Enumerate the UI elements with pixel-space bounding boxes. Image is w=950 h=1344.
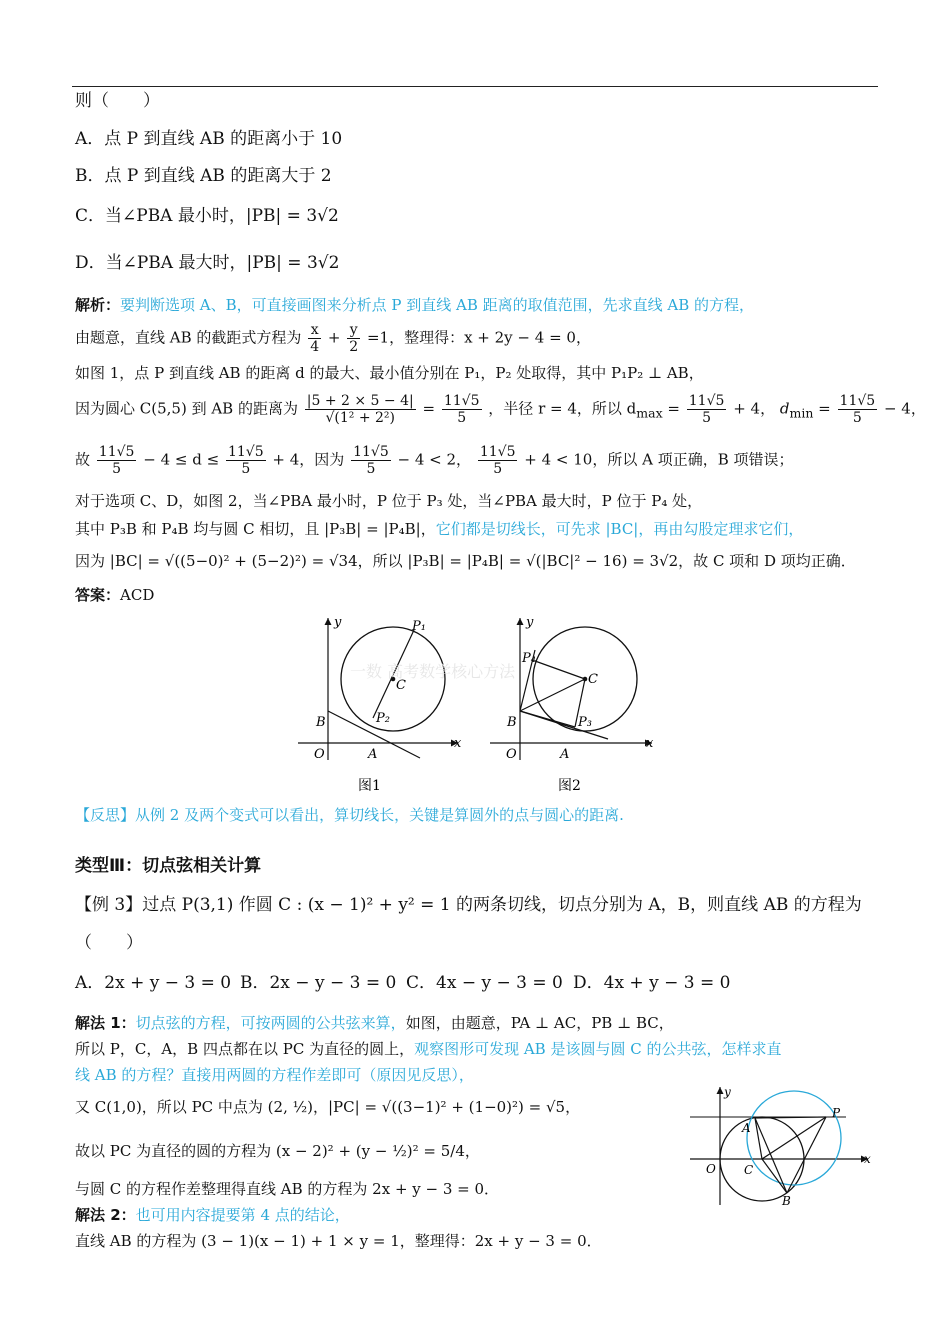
method1-line-6: 与圆 C 的方程作差整理得直线 AB 的方程为 2x + y − 3 = 0． <box>75 1180 500 1198</box>
top-rule <box>72 86 878 87</box>
ex3-segment-cp <box>762 1117 826 1159</box>
fig2-p4-label: P₄ <box>522 651 536 666</box>
method1-line-5: 故以 PC 为直径的圆的方程为 (x − 2)² + (y − ½)² = 5/4， <box>75 1142 480 1160</box>
ex3-segment-ac <box>755 1118 762 1159</box>
ex3-a-label: A <box>742 1121 751 1135</box>
question-stem-end: 则（ ） <box>75 91 160 111</box>
fig2-x-label: x <box>646 736 654 751</box>
reflection-line: 【反思】从例 2 及两个变式可以看出，算切线长，关键是算圆外的点与圆心的距离. <box>75 806 624 824</box>
option-a: A．点 P 到直线 AB 的距离小于 10 <box>75 129 343 149</box>
option-c: C．当∠PBA 最小时，|PB| = 3√2 <box>75 206 339 226</box>
method2-line-1: 解法 2：也可用内容提要第 4 点的结论， <box>75 1206 350 1224</box>
fig1-b-label: B <box>316 715 326 730</box>
fig2-b-label: B <box>507 715 517 730</box>
option-b: B．点 P 到直线 AB 的距离大于 2 <box>75 166 332 186</box>
fig1-x-label: x <box>454 736 462 751</box>
solution-line-2: 由题意，直线 AB 的截距式方程为 $\frac{x}{4}$ + $\frac{y}{2}$ =1，整理得：x + 2y − 4 = 0， <box>75 322 591 356</box>
example-3-stem: 【例 3】过点 P(3,1) 作圆 C : (x − 1)² + y² = 1 的两条切线，切点分别为 A，B，则直线 AB 的方程为 <box>75 895 862 915</box>
ex3-x-label: x <box>864 1152 871 1166</box>
example-3-option-d: D．4x + y − 3 = 0 <box>573 973 731 993</box>
ex3-p-label: P <box>832 1106 841 1120</box>
fig2-p3-label: P₃ <box>578 715 592 730</box>
fig1-caption: 图1 <box>358 778 381 794</box>
fig2-tangent-p3 <box>520 711 575 727</box>
fig2-segment-bc <box>520 679 585 711</box>
answer-line: 答案：ACD <box>75 586 155 604</box>
ex3-y-label: y <box>724 1085 731 1099</box>
solution-line-8: 因为 |BC| = √((5−0)² + (5−2)²) = √34，所以 |P₃B| = |P₄B| = √(|BC|² − 16) = 3√2，故 C 项和 D 项均正确． <box>75 552 856 570</box>
method1-line-1: 解法 1：切点弦的方程，可按两圆的公共弦来算，如图，由题意，PA ⊥ AC，PB ⊥ BC， <box>75 1014 674 1032</box>
solution-line-5: 故 $\frac{11√5}{5}$ − 4 ≤ d ≤ $\frac{11√5}{5}$ + 4，因为 $\frac{11√5}{5}$ − 4 < 2， $\frac{11√5}{5}$ + 4 < 10，所以 A 项正确，B 项错误； <box>75 444 794 478</box>
ex3-c-label: C <box>744 1163 754 1177</box>
method1-line-3: 线 AB 的方程？直接用两圆的方程作差即可（原因见反思）， <box>75 1066 474 1084</box>
option-d: D．当∠PBA 最大时，|PB| = 3√2 <box>75 253 340 273</box>
fig2-origin-label: O <box>506 747 517 762</box>
fig1-y-label: y <box>334 615 342 630</box>
example-3-figure <box>686 1083 878 1211</box>
fig1-p1-label: P₁ <box>412 619 426 634</box>
solution-line-3: 如图 1，点 P 到直线 AB 的距离 d 的最大、最小值分别在 P₁，P₂ 处取得，其中 P₁P₂ ⊥ AB， <box>75 364 704 382</box>
fig2-y-label: y <box>526 615 534 630</box>
method1-line-2: 所以 P，C，A，B 四点都在以 PC 为直径的圆上，观察图形可发现 AB 是该圆与圆 C 的公共弦，怎样求直 <box>75 1040 782 1058</box>
solution-line-7: 其中 P₃B 和 P₄B 均与圆 C 相切，且 |P₃B| = |P₄B|，它们都是切线长，可先求 |BC|，再由勾股定理求它们， <box>75 520 804 538</box>
method2-line-2: 直线 AB 的方程为 (3 − 1)(x − 1) + 1 × y = 1，整理得：2x + y − 3 = 0． <box>75 1232 602 1250</box>
ex3-origin-label: O <box>706 1162 716 1176</box>
fig2-a-label: A <box>560 747 570 762</box>
example-3-option-a: A．2x + y − 3 = 0 <box>75 973 232 993</box>
fig1-a-label: A <box>368 747 378 762</box>
ex3-tangent-pb <box>787 1117 826 1193</box>
example-3-paren: （ ） <box>75 933 143 953</box>
fig1-p2-label: P₂ <box>376 711 390 726</box>
solution-line-4: 因为圆心 C(5,5) 到 AB 的距离为 $\frac{|5 + 2 \times 5 - 4|}{\text{√(1² + 2²)}}$ = $\frac{11√5}{5}$ ，半径 r = 4，所以 $d_{max}$ = $\frac{11√5}{5}$ + 4， $d_{min}$ = $\frac{11√5}{5}$ − 4， <box>75 393 926 427</box>
fig1-c-label: C <box>396 678 406 693</box>
ex3-b-label: B <box>782 1194 791 1208</box>
solution-line-1: 解析：要判断选项 A、B，可直接画图来分析点 P 到直线 AB 距离的取值范围，先求直线 AB 的方程， <box>75 296 755 314</box>
example-3-option-c: C．4x − y − 3 = 0 <box>406 973 563 993</box>
watermark: 一数 高考数学核心方法 <box>350 662 516 681</box>
method1-line-4: 又 C(1,0)，所以 PC 中点为 (2, ½)，|PC| = √((3−1)² + (1−0)²) = √5， <box>75 1098 581 1116</box>
example-3-option-b: B．2x − y − 3 = 0 <box>240 973 397 993</box>
fig2-caption: 图2 <box>558 778 581 794</box>
fig2-center-dot <box>583 677 588 682</box>
section-title: 类型Ⅲ：切点弦相关计算 <box>75 856 262 876</box>
fig1-origin-label: O <box>314 747 325 762</box>
solution-line-6: 对于选项 C、D，如图 2，当∠PBA 最小时，P 位于 P₃ 处，当∠PBA 最大时，P 位于 P₄ 处， <box>75 492 703 510</box>
ex3-chord-ab <box>755 1118 787 1193</box>
fig2-c-label: C <box>588 672 598 687</box>
fig2-segment-cp4 <box>535 661 585 679</box>
figures-1-2 <box>290 612 670 800</box>
